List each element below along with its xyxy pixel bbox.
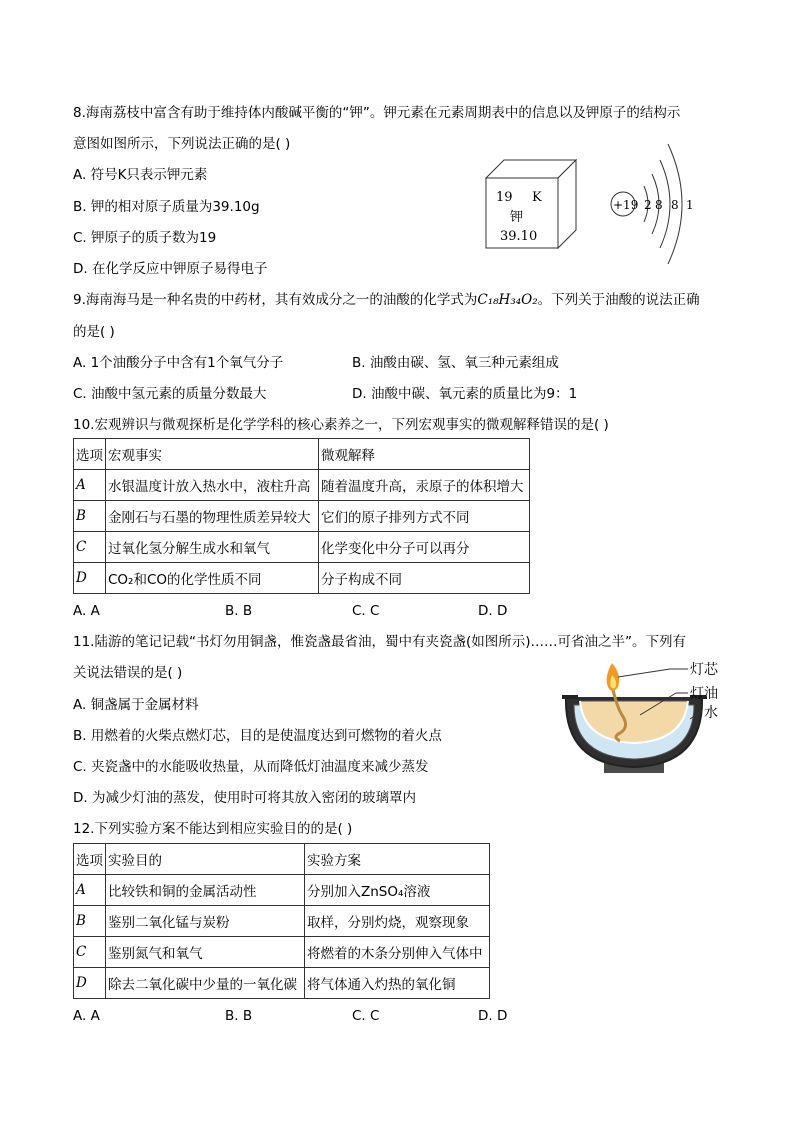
table-cell: 比较铁和铜的金属活动性 xyxy=(106,875,305,906)
table-row xyxy=(74,501,530,532)
q9-option-a[interactable]: A. 1个油酸分子中含有1个氧气分子 xyxy=(73,355,284,371)
q10-option-d[interactable]: D. D xyxy=(478,603,508,619)
q8-option-d[interactable]: D. 在化学反应中钾原子易得电子 xyxy=(73,261,268,277)
table-cell: D xyxy=(74,968,106,999)
table-cell: 鉴别氮气和氧气 xyxy=(106,937,305,968)
q12-option-c[interactable]: C. C xyxy=(352,1008,380,1024)
q9-option-c[interactable]: C. 油酸中氢元素的质量分数最大 xyxy=(73,386,267,402)
table-row xyxy=(74,968,490,999)
element-number: 19 xyxy=(496,190,513,205)
q11-option-b[interactable]: B. 用燃着的火柴点燃灯芯，目的是使温度达到可燃物的着火点 xyxy=(73,728,442,744)
table-cell: 随着温度升高，汞原子的体积增大 xyxy=(319,470,530,501)
q11-stem-line1: 11.陆游的笔记记载“书灯勿用铜盏，惟瓷盏最省油，蜀中有夹瓷盏(如图所示)……可省油之半”。下列有 xyxy=(73,634,686,650)
q12-stem: 12.下列实验方案不能达到相应实验目的的是( ) xyxy=(73,821,353,837)
table-cell: 鉴别二氧化锰与炭粉 xyxy=(106,906,305,937)
q12-option-d[interactable]: D. D xyxy=(478,1008,508,1024)
table-cell: 化学变化中分子可以再分 xyxy=(319,532,530,563)
table-cell: 过氧化氢分解生成水和氧气 xyxy=(106,532,319,563)
table-header-cell: 实验方案 xyxy=(305,844,490,875)
element-mass: 39.10 xyxy=(500,229,538,244)
table-cell: 取样，分别灼烧，观察现象 xyxy=(305,906,490,937)
label-water: 水 xyxy=(704,705,718,721)
table-cell: 除去二氧化碳中少量的一氧化碳 xyxy=(106,968,305,999)
q9-option-b[interactable]: B. 油酸由碳、氢、氧三种元素组成 xyxy=(352,355,559,371)
q8-stem-line2: 意图如图所示，下列说法正确的是( ) xyxy=(73,136,291,152)
oleic-acid-formula: C₁₈H₃₄O₂ xyxy=(477,292,538,308)
oil-lamp-figure xyxy=(560,655,730,783)
table-row xyxy=(74,937,490,968)
table-cell: CO₂和CO的化学性质不同 xyxy=(106,563,319,594)
table-cell: 它们的原子排列方式不同 xyxy=(319,501,530,532)
q12-option-a[interactable]: A. A xyxy=(73,1008,100,1024)
table-row xyxy=(74,532,530,563)
q11-option-d[interactable]: D. 为减少灯油的蒸发，使用时可将其放入密闭的玻璃罩内 xyxy=(73,790,416,806)
table-header-row xyxy=(74,844,490,875)
shell-4-electrons: 1 xyxy=(686,198,694,212)
q10-option-a[interactable]: A. A xyxy=(73,603,100,619)
table-header-row xyxy=(74,439,530,470)
table-header-cell: 选项 xyxy=(74,439,106,470)
table-header-cell: 宏观事实 xyxy=(106,439,319,470)
q9-option-d[interactable]: D. 油酸中碳、氧元素的质量比为9：1 xyxy=(352,386,578,402)
label-oil: 灯油 xyxy=(690,686,718,702)
table-cell: C xyxy=(74,937,106,968)
table-cell: 金刚石与石墨的物理性质差异较大 xyxy=(106,501,319,532)
table-cell: A xyxy=(74,470,106,501)
table-row xyxy=(74,563,530,594)
q12-table xyxy=(73,843,490,999)
table-header-cell: 选项 xyxy=(74,844,106,875)
table-cell: 分子构成不同 xyxy=(319,563,530,594)
element-name: 钾 xyxy=(510,210,524,225)
q9-stem-line2: 的是( ) xyxy=(73,324,115,340)
q10-stem: 10.宏观辨识与微观探析是化学学科的核心素养之一，下列宏观事实的微观解释错误的是( ) xyxy=(73,417,609,433)
table-cell: 将燃着的木条分别伸入气体中 xyxy=(305,937,490,968)
q8-option-c[interactable]: C. 钾原子的质子数为19 xyxy=(73,230,217,246)
table-cell: B xyxy=(74,906,106,937)
table-header-cell: 实验目的 xyxy=(106,844,305,875)
q11-stem-line2: 关说法错误的是( ) xyxy=(73,665,183,681)
table-cell: 将气体通入灼热的氧化铜 xyxy=(305,968,490,999)
q9-stem-line1: 9.海南海马是一种名贵的中药材，其有效成分之一的油酸的化学式为C₁₈H₃₄O₂。下列关于油酸的说法正确 xyxy=(73,292,700,308)
q11-option-c[interactable]: C. 夹瓷盏中的水能吸收热量，从而降低灯油温度来减少蒸发 xyxy=(73,759,429,775)
shell-1-electrons: 2 xyxy=(644,198,652,212)
table-cell: D xyxy=(74,563,106,594)
table-header-cell: 微观解释 xyxy=(319,439,530,470)
q8-stem-line1: 8.海南荔枝中富含有助于维持体内酸碱平衡的“钾”。钾元素在元素周期表中的信息以及钾原子的结构示 xyxy=(73,105,681,121)
label-wick: 灯芯 xyxy=(690,662,718,678)
periodic-table-cell-figure xyxy=(484,158,579,250)
q12-option-b[interactable]: B. B xyxy=(225,1008,253,1024)
q10-table xyxy=(73,438,530,594)
nucleus-charge: +19 xyxy=(613,198,639,212)
q8-option-a[interactable]: A. 符号K只表示钾元素 xyxy=(73,167,208,183)
table-row xyxy=(74,906,490,937)
atom-structure-figure xyxy=(608,138,700,268)
shell-2-electrons: 8 xyxy=(655,198,663,212)
shell-3-electrons: 8 xyxy=(671,198,679,212)
table-cell: 水银温度计放入热水中，液柱升高 xyxy=(106,470,319,501)
q10-option-b[interactable]: B. B xyxy=(225,603,253,619)
table-cell: B xyxy=(74,501,106,532)
table-cell: A xyxy=(74,875,106,906)
table-cell: 分别加入ZnSO₄溶液 xyxy=(305,875,490,906)
q10-option-c[interactable]: C. C xyxy=(352,603,380,619)
table-row xyxy=(74,875,490,906)
table-cell: C xyxy=(74,532,106,563)
table-row xyxy=(74,470,530,501)
q11-option-a[interactable]: A. 铜盏属于金属材料 xyxy=(73,697,199,713)
element-symbol: K xyxy=(532,190,542,205)
q8-option-b[interactable]: B. 钾的相对原子质量为39.10g xyxy=(73,199,260,215)
